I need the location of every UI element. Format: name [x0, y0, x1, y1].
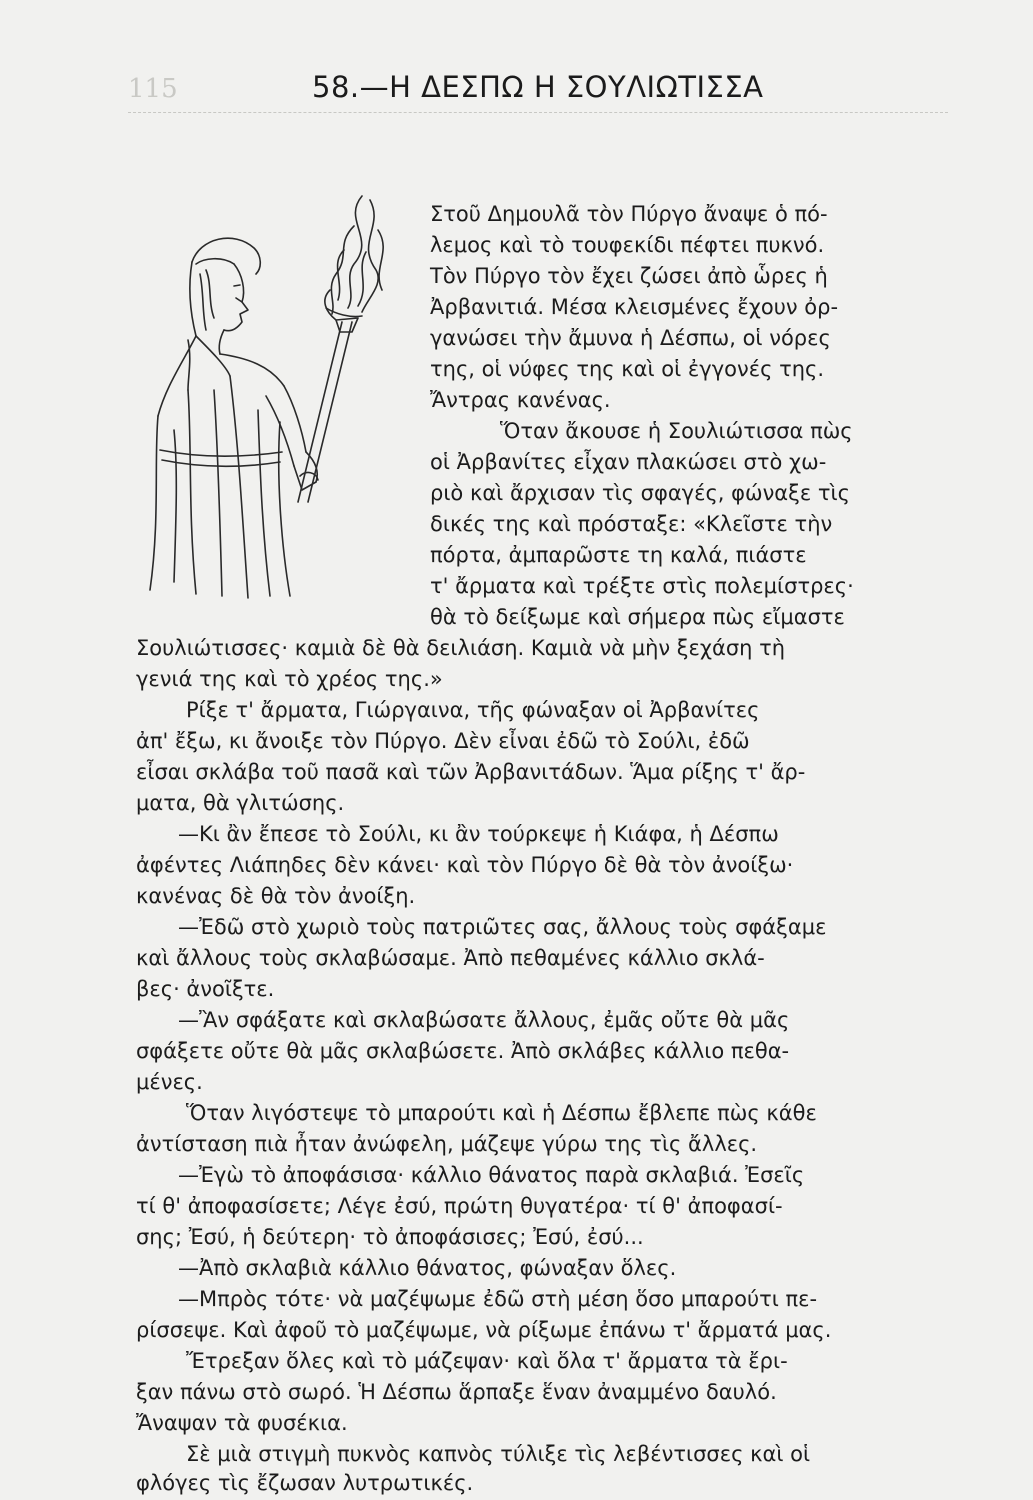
text-line: λεμος καὶ τὸ τουφεκίδι πέφτει πυκνό.: [430, 233, 825, 257]
text-line: Τὸν Πύργο τὸν ἔχει ζώσει ἀπὸ ὧρες ἡ: [430, 264, 828, 288]
text-line: ἀπ' ἔξω, κι ἄνοιξε τὸν Πύργο. Δὲν εἶναι ἐδῶ τὸ Σούλι, ἐδῶ: [136, 729, 750, 753]
chapter-title: 58.—Η ΔΕΣΠΩ Η ΣΟΥΛΙΩΤΙΣΣΑ: [312, 70, 764, 104]
text-line: Ἔτρεξαν ὅλες καὶ τὸ μάζεψαν· καὶ ὅλα τ' ἄρματα τὰ ἔρι-: [186, 1349, 788, 1373]
text-line: Ρίξε τ' ἄρματα, Γιώργαινα, τῆς φώναξαν οἱ Ἀρβανίτες: [186, 698, 760, 722]
text-line: μένες.: [136, 1070, 203, 1094]
text-line: Σὲ μιὰ στιγμὴ πυκνὸς καπνὸς τύλιξε τὶς λεβέντισσες καὶ οἱ: [186, 1442, 811, 1466]
text-line: ξαν πάνω στὸ σωρό. Ἡ Δέσπω ἅρπαξε ἕναν ἀναμμένο δαυλό.: [136, 1380, 777, 1404]
text-line: Ἀρβανιτιά. Μέσα κλεισμένες ἔχουν ὀρ-: [430, 295, 839, 319]
text-line: —Ἂν σφάξατε καὶ σκλαβώσατε ἄλλους, ἐμᾶς οὔτε θὰ μᾶς: [178, 1008, 790, 1032]
text-line: ἀντίσταση πιὰ ἦταν ἀνώφελη, μάζεψε γύρω της τὶς ἄλλες.: [136, 1132, 758, 1156]
text-line: εἶσαι σκλάβα τοῦ πασᾶ καὶ τῶν Ἀρβανιτάδων. Ἅμα ρίξης τ' ἄρ-: [136, 760, 806, 784]
text-line: της, οἱ νύφες της καὶ οἱ ἐγγονές της.: [430, 357, 825, 381]
text-line: ριὸ καὶ ἄρχισαν τὶς σφαγές, φώναξε τὶς: [430, 481, 850, 505]
text-line: Στοῦ Δημουλᾶ τὸν Πύργο ἄναψε ὁ πό-: [430, 202, 828, 226]
page-number: 115: [128, 74, 178, 104]
text-line: ἀφέντες Λιάπηδες δὲν κάνει· καὶ τὸν Πύργο δὲ θὰ τὸν ἀνοίξω·: [136, 853, 794, 877]
text-line: γενιά της καὶ τὸ χρέος της.»: [136, 667, 443, 691]
text-line: θὰ τὸ δείξωμε καὶ σήμερα πὼς εἴμαστε: [430, 605, 845, 629]
text-line: καὶ ἄλλους τοὺς σκλαβώσαμε. Ἀπὸ πεθαμένες κάλλιο σκλά-: [136, 946, 765, 970]
header-divider: [128, 112, 948, 113]
text-line: ματα, θὰ γλιτώσης.: [136, 791, 345, 815]
woman-with-torch-illustration-icon: [130, 190, 430, 610]
text-line: τί θ' ἀποφασίσετε; Λέγε ἐσύ, πρώτη θυγατέρα· τί θ' ἀποφασί-: [136, 1194, 783, 1218]
text-line: —Μπρὸς τότε· νὰ μαζέψωμε ἐδῶ στὴ μέση ὅσο μπαρούτι πε-: [178, 1287, 818, 1311]
text-line: φλόγες τὶς ἔζωσαν λυτρωτικές.: [136, 1471, 474, 1495]
text-line: πόρτα, ἀμπαρῶστε τη καλά, πιάστε: [430, 543, 807, 567]
text-line: γανώσει τὴν ἄμυνα ἡ Δέσπω, οἱ νόρες: [430, 326, 831, 350]
text-line: —Ἐδῶ στὸ χωριὸ τοὺς πατριῶτες σας, ἄλλους τοὺς σφάξαμε: [178, 915, 827, 939]
text-line: οἱ Ἀρβανίτες εἶχαν πλακώσει στὸ χω-: [430, 450, 827, 474]
text-line: βες· ἀνοῖξτε.: [136, 977, 275, 1001]
text-line: τ' ἄρματα καὶ τρέξτε στὶς πολεμίστρες·: [430, 574, 854, 598]
text-line: σφάξετε οὔτε θὰ μᾶς σκλαβώσετε. Ἀπὸ σκλάβες κάλλιο πεθα-: [136, 1039, 790, 1063]
text-line: Σουλιώτισσες· καμιὰ δὲ θὰ δειλιάση. Καμιὰ νὰ μὴν ξεχάση τὴ: [136, 636, 786, 660]
text-line: ρίσσεψε. Καὶ ἀφοῦ τὸ μαζέψωμε, νὰ ρίξωμε ἐπάνω τ' ἄρματά μας.: [136, 1318, 832, 1342]
text-line: σης; Ἐσύ, ἡ δεύτερη· τὸ ἀποφάσισες; Ἐσύ, ἐσύ...: [136, 1225, 644, 1249]
text-line: Ἄντρας κανένας.: [430, 388, 611, 412]
text-line: Ἄναψαν τὰ φυσέκια.: [136, 1411, 348, 1435]
text-line: —Κι ἂν ἔπεσε τὸ Σούλι, κι ἂν τούρκεψε ἡ Κιάφα, ἡ Δέσπω: [178, 822, 779, 846]
text-line: Ὅταν ἄκουσε ἡ Σουλιώτισσα πὼς: [500, 419, 853, 443]
text-line: κανένας δὲ θὰ τὸν ἀνοίξη.: [136, 884, 416, 908]
text-line: —Ἀπὸ σκλαβιὰ κάλλιο θάνατος, φώναξαν ὅλες.: [178, 1256, 677, 1280]
text-line: Ὅταν λιγόστεψε τὸ μπαρούτι καὶ ἡ Δέσπω ἔβλεπε πὼς κάθε: [186, 1101, 817, 1125]
text-line: —Ἐγὼ τὸ ἀποφάσισα· κάλλιο θάνατος παρὰ σκλαβιά. Ἐσεῖς: [178, 1163, 805, 1187]
text-line: δικές της καὶ πρόσταξε: «Κλεῖστε τὴν: [430, 512, 833, 536]
